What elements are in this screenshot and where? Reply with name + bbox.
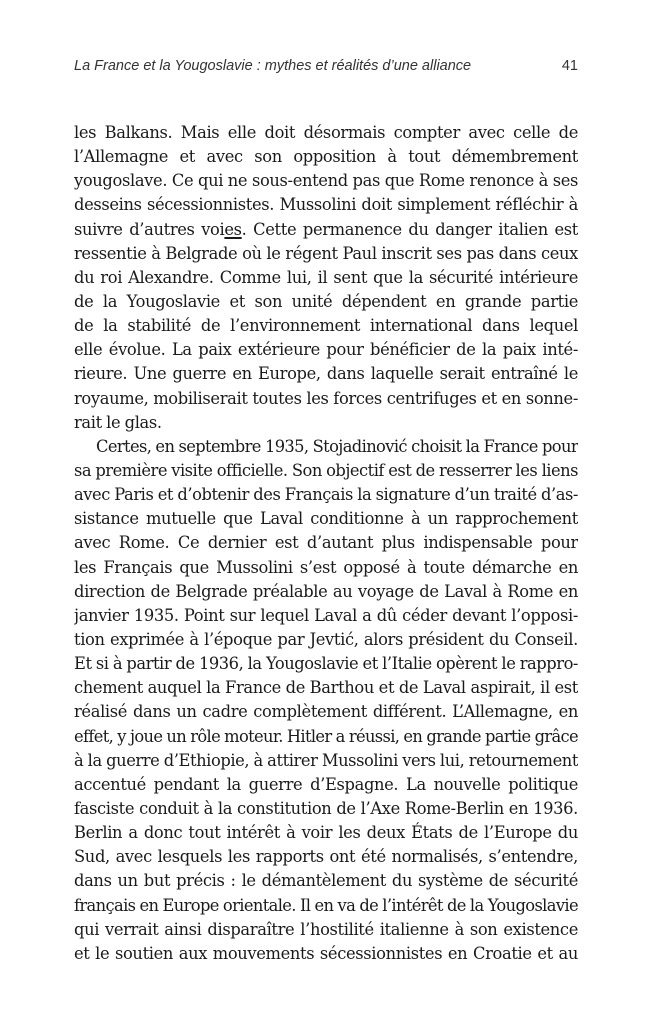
- text-line: avec Paris et d’obtenir des Français la signature d’un traité d’as-: [74, 485, 578, 505]
- text-line: [74, 218, 578, 242]
- running-head: [74, 58, 578, 80]
- text-line: chement auquel la France de Barthou et de Laval aspirait, il est: [74, 678, 578, 698]
- text-line: fasciste conduit à la constitution de l’Axe Rome-Berlin en 1936.: [74, 798, 578, 818]
- text-line: de la Yougoslavie et son unité dépendent en grande partie: [74, 291, 578, 311]
- text-line: à la guerre d’Ethiopie, à attirer Mussolini vers lui, retournement: [74, 750, 578, 770]
- text-line: effet, y joue un rôle moteur. Hitler a réussi, en grande partie grâce: [74, 726, 578, 746]
- body-text: [74, 121, 578, 966]
- text-segment: . Cette permanence du danger italien est: [241, 219, 578, 239]
- text-line: ressentie à Belgrade où le régent Paul inscrit ses pas dans ceux: [74, 243, 578, 263]
- page-number: 41: [561, 58, 578, 74]
- text-line: sa première visite officielle. Son objectif est de resserrer les liens: [74, 460, 578, 480]
- text-line: desseins sécessionnistes. Mussolini doit simplement réfléchir à: [74, 195, 578, 215]
- text-line: tion exprimée à l’époque par Jevtić, alors président du Conseil.: [74, 629, 578, 649]
- text-line: avec Rome. Ce dernier est d’autant plus indispensable pour: [74, 533, 578, 553]
- text-line: direction de Belgrade préalable au voyage de Laval à Rome en: [74, 581, 578, 601]
- text-line: réalisé dans un cadre complètement différent. L’Allemagne, en: [74, 702, 578, 722]
- text-line: Sud, avec lesquels les rapports ont été normalisés, s’entendre,: [74, 847, 578, 867]
- paragraph-last-line: rait le glas.: [74, 412, 162, 432]
- underlined-text: es: [224, 219, 242, 239]
- text-line: et le soutien aux mouvements sécessionnistes en Croatie et au: [74, 943, 578, 963]
- text-line: les Balkans. Mais elle doit désormais compter avec celle de: [74, 123, 578, 142]
- paragraph-first-line: Certes, en septembre 1935, Stojadinović choisit la France pour: [96, 436, 578, 456]
- text-line: elle évolue. La paix extérieure pour bénéficier de la paix inté-: [74, 340, 578, 360]
- text-line: janvier 1935. Point sur lequel Laval a dû céder devant l’opposi-: [74, 605, 578, 625]
- running-title: La France et la Yougoslavie : mythes et réalités d’une alliance: [74, 58, 472, 74]
- text-line: qui verrait ainsi disparaître l’hostilité italienne à son existence: [74, 919, 578, 939]
- text-segment: suivre d’autres voi: [74, 219, 225, 239]
- text-line: l’Allemagne et avec son opposition à tout démembrement: [74, 147, 578, 167]
- text-line: les Français que Mussolini s’est opposé à toute démarche en: [74, 557, 578, 577]
- text-line: royaume, mobiliserait toutes les forces centrifuges et en sonne-: [74, 388, 578, 408]
- text-line: sistance mutuelle que Laval conditionne à un rapprochement: [74, 509, 578, 529]
- text-line: yougoslave. Ce qui ne sous-entend pas que Rome renonce à ses: [74, 171, 578, 191]
- text-line: Berlin a donc tout intérêt à voir les deux États de l’Europe du: [74, 823, 578, 843]
- text-line: accentué pendant la guerre d’Espagne. La nouvelle politique: [74, 774, 578, 794]
- text-line: dans un but précis : le démantèlement du système de sécurité: [74, 871, 578, 891]
- text-line: de la stabilité de l’environnement international dans lequel: [74, 316, 578, 336]
- text-line: Et si à partir de 1936, la Yougoslavie et l’Italie opèrent le rappro-: [74, 654, 578, 674]
- text-line: français en Europe orientale. Il en va de l’intérêt de la Yougoslavie: [74, 895, 578, 915]
- text-line: du roi Alexandre. Comme lui, il sent que la sécurité intérieure: [74, 267, 578, 287]
- text-line: rieure. Une guerre en Europe, dans laquelle serait entraîné le: [74, 364, 578, 384]
